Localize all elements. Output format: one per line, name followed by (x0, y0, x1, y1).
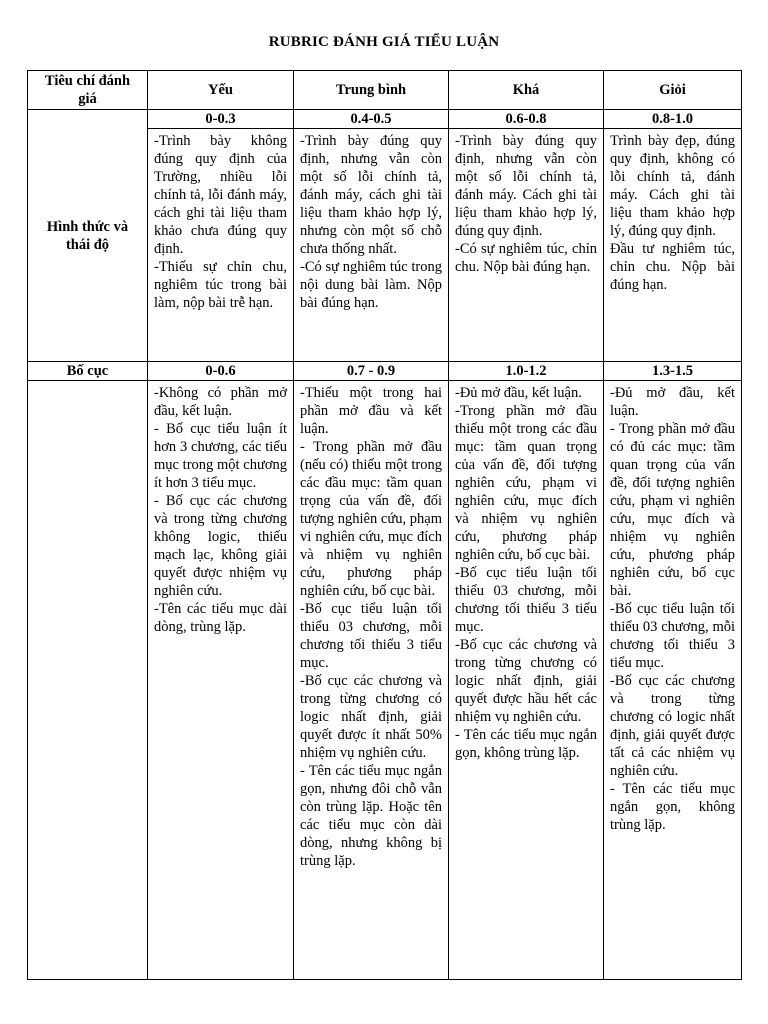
score-cell: 0.4-0.5 (294, 110, 449, 129)
description-text: -Thiếu sự chỉn chu, nghiêm túc trong bài làm, nộp bài trễ hạn. (154, 259, 287, 311)
header-criteria: Tiêu chí đánh giá (28, 71, 148, 110)
description-text: -Trình bày đúng quy định, nhưng vẫn còn một số lỗi chính tả, đánh máy. Cách ghi tài liệu tham khảo hợp lý, đúng quy định. (455, 133, 597, 239)
criterion-cell: Bố cục (28, 362, 148, 381)
description-text: -Có sự nghiêm túc, chỉn chu. Nộp bài đúng hạn. (455, 241, 597, 275)
header-level-excellent: Giỏi (604, 71, 742, 110)
description-text: -Không có phần mở đầu, kết luận. (154, 385, 287, 419)
description-text: - Tên các tiểu mục ngắn gọn, không trùng lặp. (455, 727, 597, 761)
score-cell: 1.0-1.2 (449, 362, 604, 381)
score-row (28, 110, 742, 129)
description-text: -Trình bày đúng quy định, nhưng vẫn còn một số lỗi chính tả, đánh máy, cách ghi tài liệu tham khảo hợp lý, nhưng còn một số chỗ chưa thống nhất. (300, 133, 442, 257)
description-text: -Đủ mở đầu, kết luận. (610, 385, 735, 419)
description-text: -Thiếu một trong hai phần mở đầu và kết luận. (300, 385, 442, 437)
score-row (28, 362, 742, 381)
description-text: - Trong phần mở đầu (nếu có) thiếu một trong các đầu mục: tầm quan trọng của vấn đề, đối tượng nghiên cứu, phạm vi nghiên cứu, mục đích và nhiệm vụ nghiên cứu, phương pháp nghiên cứu, bố cục bài. (300, 439, 442, 599)
description-text: -Bố cục các chương và trong từng chương có logic nhất định, giải quyết được hầu hết các nhiệm vụ nghiên cứu. (455, 637, 597, 725)
description-text: -Bố cục các chương và trong từng chương có logic nhất định, giải quyết được ít nhất 50% nhiệm vụ nghiên cứu. (300, 673, 442, 761)
description-row (28, 381, 742, 980)
description-text: -Bố cục tiểu luận tối thiểu 03 chương, mỗi chương tối thiểu 3 tiểu mục. (455, 565, 597, 635)
description-cell (148, 381, 294, 980)
description-cell (604, 129, 742, 362)
score-cell: 0-0.6 (148, 362, 294, 381)
header-row (28, 71, 742, 110)
description-text: - Tên các tiểu mục ngắn gọn, không trùng lặp. (610, 781, 735, 833)
description-cell (294, 129, 449, 362)
description-text: Đầu tư nghiêm túc, chỉn chu. Nộp bài đúng hạn. (610, 241, 735, 293)
description-text: -Trình bày không đúng quy định của Trường, nhiều lỗi chính tả, lỗi đánh máy, cách ghi tài liệu tham khảo chưa đúng quy định. (154, 133, 287, 257)
score-cell: 1.3-1.5 (604, 362, 742, 381)
description-cell (449, 129, 604, 362)
description-text: - Trong phần mở đầu có đủ các mục: tầm quan trọng của vấn đề, đối tượng nghiên cứu, phạm vi nghiên cứu, mục đích và nhiệm vụ nghiên cứu, phương pháp nghiên cứu, bố cục bài. (610, 421, 735, 599)
description-cell (148, 129, 294, 362)
criterion-cell: Hình thức và thái độ (28, 110, 148, 362)
description-text: - Bố cục các chương và trong từng chương không logic, thiếu mạch lạc, không giải quyết được nhiệm vụ nghiên cứu. (154, 493, 287, 599)
description-text: -Bố cục tiểu luận tối thiểu 03 chương, mỗi chương tối thiểu 3 tiểu mục. (300, 601, 442, 671)
document-title: RUBRIC ĐÁNH GIÁ TIỂU LUẬN (268, 34, 500, 50)
description-text: Trình bày đẹp, đúng quy định, không có lỗi chính tả, đánh máy. Cách ghi tài liệu tham khảo hợp lý, đúng quy định. (610, 133, 735, 239)
score-cell: 0.6-0.8 (449, 110, 604, 129)
description-text: -Đủ mở đầu, kết luận. (455, 385, 582, 401)
description-text: -Có sự nghiêm túc trong nội dung bài làm. Nộp bài đúng hạn. (300, 259, 442, 311)
description-cell (604, 381, 742, 980)
rubric-table (27, 70, 742, 980)
description-text: -Bố cục các chương và trong từng chương có logic nhất định, giải quyết được tất cả các nhiệm vụ nghiên cứu. (610, 673, 735, 779)
score-cell: 0-0.3 (148, 110, 294, 129)
header-level-weak: Yếu (148, 71, 294, 110)
description-text: - Tên các tiểu mục ngắn gọn, nhưng đôi chỗ vẫn còn trùng lặp. Hoặc tên các tiểu mục còn dài dòng, nhưng không bị trùng lặp. (300, 763, 442, 869)
header-level-good: Khá (449, 71, 604, 110)
empty-criterion-cell (28, 381, 148, 980)
score-cell: 0.7 - 0.9 (294, 362, 449, 381)
score-cell: 0.8-1.0 (604, 110, 742, 129)
description-text: -Trong phần mở đầu thiếu một trong các đầu mục: tầm quan trọng của vấn đề, đối tượng nghiên cứu, phạm vi nghiên cứu, mục đích và nhiệm vụ nghiên cứu, phương pháp nghiên cứu, bố cục bài. (455, 403, 597, 563)
header-level-average: Trung bình (294, 71, 449, 110)
description-text: -Tên các tiểu mục dài dòng, trùng lặp. (154, 601, 287, 635)
description-cell (294, 381, 449, 980)
description-text: - Bố cục tiểu luận ít hơn 3 chương, các tiểu mục trong một chương ít hơn 3 tiểu mục. (154, 421, 287, 491)
description-text: -Bố cục tiểu luận tối thiểu 03 chương, mỗi chương tối thiểu 3 tiểu mục. (610, 601, 735, 671)
description-cell (449, 381, 604, 980)
